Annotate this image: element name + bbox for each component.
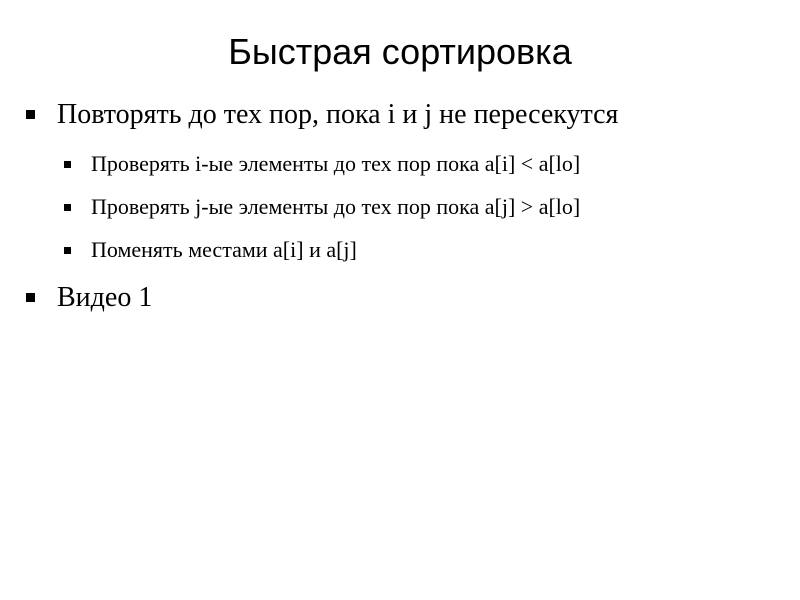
square-bullet-icon: [64, 204, 71, 211]
square-bullet-icon: [64, 247, 71, 254]
square-bullet-icon: [26, 293, 35, 302]
bullet-text[interactable]: Видео 1: [57, 282, 153, 313]
sub-bullet-item-swap: [64, 236, 357, 264]
bullet-text: Повторять до тех пор, пока i и j не пересекутся: [57, 99, 619, 130]
sub-bullet-item-check-j: [64, 193, 580, 221]
bullet-text: Поменять местами a[i] и a[j]: [91, 237, 357, 262]
bullet-item-repeat-until-cross: [26, 98, 618, 132]
slide-title: Быстрая сортировка: [228, 31, 572, 72]
sub-bullet-item-check-i: [64, 150, 580, 178]
bullet-text: Проверять j-ые элементы до тех пор пока a[j] > a[lo]: [91, 194, 581, 219]
square-bullet-icon: [64, 161, 71, 168]
bullet-text: Проверять i-ые элементы до тех пор пока a[i] < a[lo]: [91, 151, 581, 176]
square-bullet-icon: [26, 110, 35, 119]
bullet-item-video-link[interactable]: [26, 281, 152, 315]
